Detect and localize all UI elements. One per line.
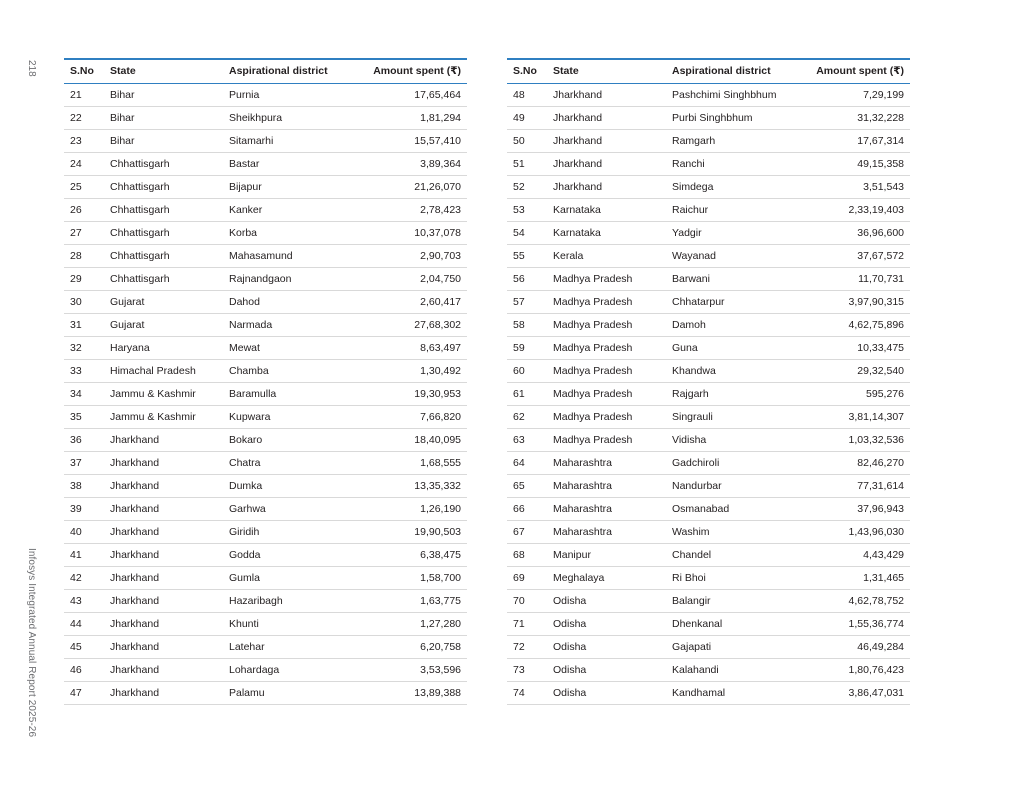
table-row — [507, 681, 910, 704]
cell-state: Madhya Pradesh — [547, 313, 666, 336]
district-table-left — [64, 58, 467, 705]
cell-district: Pashchimi Singhbhum — [666, 83, 790, 106]
table-row — [507, 474, 910, 497]
table-row — [507, 589, 910, 612]
cell-district: Kanker — [223, 198, 347, 221]
cell-state: Madhya Pradesh — [547, 267, 666, 290]
table-row — [64, 290, 467, 313]
cell-sno: 37 — [64, 451, 104, 474]
table-row — [64, 175, 467, 198]
cell-state: Jammu & Kashmir — [104, 405, 223, 428]
cell-district: Purnia — [223, 83, 347, 106]
table-row — [64, 543, 467, 566]
cell-amount: 21,26,070 — [347, 175, 467, 198]
cell-state: Madhya Pradesh — [547, 359, 666, 382]
cell-district: Baramulla — [223, 382, 347, 405]
table-row — [507, 336, 910, 359]
table-row — [507, 221, 910, 244]
cell-sno: 50 — [507, 129, 547, 152]
header-state: State — [110, 65, 136, 78]
cell-amount: 1,63,775 — [347, 589, 467, 612]
cell-state: Madhya Pradesh — [547, 336, 666, 359]
cell-amount: 13,35,332 — [347, 474, 467, 497]
cell-amount: 2,90,703 — [347, 244, 467, 267]
table-row — [507, 106, 910, 129]
cell-amount: 19,30,953 — [347, 382, 467, 405]
cell-state: Chhattisgarh — [104, 244, 223, 267]
cell-district: Godda — [223, 543, 347, 566]
cell-sno: 38 — [64, 474, 104, 497]
table-row — [64, 451, 467, 474]
cell-state: Jharkhand — [547, 152, 666, 175]
cell-state: Madhya Pradesh — [547, 382, 666, 405]
cell-sno: 45 — [64, 635, 104, 658]
cell-district: Bijapur — [223, 175, 347, 198]
cell-sno: 64 — [507, 451, 547, 474]
cell-state: Jharkhand — [104, 589, 223, 612]
cell-state: Manipur — [547, 543, 666, 566]
cell-sno: 36 — [64, 428, 104, 451]
cell-sno: 29 — [64, 267, 104, 290]
cell-sno: 54 — [507, 221, 547, 244]
header-district: Aspirational district — [672, 65, 771, 78]
cell-sno: 31 — [64, 313, 104, 336]
cell-sno: 52 — [507, 175, 547, 198]
cell-district: Ranchi — [666, 152, 790, 175]
table-row — [507, 566, 910, 589]
cell-sno: 59 — [507, 336, 547, 359]
table-row — [64, 382, 467, 405]
cell-amount: 2,33,19,403 — [790, 198, 910, 221]
cell-sno: 56 — [507, 267, 547, 290]
cell-district: Kalahandi — [666, 658, 790, 681]
cell-state: Odisha — [547, 681, 666, 704]
cell-amount: 1,43,96,030 — [790, 520, 910, 543]
table-row — [64, 474, 467, 497]
table-row — [507, 612, 910, 635]
cell-state: Jharkhand — [104, 566, 223, 589]
cell-district: Raichur — [666, 198, 790, 221]
cell-amount: 10,33,475 — [790, 336, 910, 359]
cell-district: Purbi Singhbhum — [666, 106, 790, 129]
header-sno: S.No — [513, 65, 537, 78]
cell-amount: 3,97,90,315 — [790, 290, 910, 313]
cell-state: Meghalaya — [547, 566, 666, 589]
cell-state: Karnataka — [547, 198, 666, 221]
cell-amount: 1,27,280 — [347, 612, 467, 635]
cell-sno: 27 — [64, 221, 104, 244]
cell-state: Odisha — [547, 635, 666, 658]
table-row — [507, 405, 910, 428]
cell-state: Chhattisgarh — [104, 198, 223, 221]
cell-sno: 69 — [507, 566, 547, 589]
cell-sno: 66 — [507, 497, 547, 520]
cell-amount: 4,43,429 — [790, 543, 910, 566]
cell-district: Mewat — [223, 336, 347, 359]
table-row — [507, 313, 910, 336]
cell-state: Chhattisgarh — [104, 152, 223, 175]
cell-state: Madhya Pradesh — [547, 428, 666, 451]
cell-sno: 53 — [507, 198, 547, 221]
cell-amount: 37,96,943 — [790, 497, 910, 520]
cell-sno: 61 — [507, 382, 547, 405]
cell-state: Jharkhand — [104, 681, 223, 704]
cell-amount: 82,46,270 — [790, 451, 910, 474]
cell-amount: 2,78,423 — [347, 198, 467, 221]
cell-sno: 67 — [507, 520, 547, 543]
cell-district: Barwani — [666, 267, 790, 290]
cell-state: Gujarat — [104, 313, 223, 336]
cell-amount: 17,65,464 — [347, 83, 467, 106]
cell-state: Jharkhand — [547, 175, 666, 198]
cell-sno: 43 — [64, 589, 104, 612]
cell-amount: 19,90,503 — [347, 520, 467, 543]
cell-district: Simdega — [666, 175, 790, 198]
cell-sno: 28 — [64, 244, 104, 267]
table-row — [64, 428, 467, 451]
table-row — [507, 497, 910, 520]
cell-state: Jharkhand — [104, 543, 223, 566]
header-state: State — [553, 65, 579, 78]
cell-sno: 23 — [64, 129, 104, 152]
cell-sno: 72 — [507, 635, 547, 658]
cell-sno: 55 — [507, 244, 547, 267]
cell-state: Maharashtra — [547, 520, 666, 543]
table-row — [64, 152, 467, 175]
table-row — [64, 267, 467, 290]
cell-amount: 11,70,731 — [790, 267, 910, 290]
cell-sno: 63 — [507, 428, 547, 451]
cell-district: Garhwa — [223, 497, 347, 520]
table-row — [507, 267, 910, 290]
table-header-row — [507, 59, 910, 83]
cell-district: Rajnandgaon — [223, 267, 347, 290]
table-row — [64, 681, 467, 704]
cell-district: Korba — [223, 221, 347, 244]
table-row — [64, 221, 467, 244]
cell-district: Dhenkanal — [666, 612, 790, 635]
table-row — [64, 635, 467, 658]
cell-state: Jharkhand — [104, 635, 223, 658]
table-row — [507, 520, 910, 543]
cell-amount: 1,03,32,536 — [790, 428, 910, 451]
table-row — [507, 382, 910, 405]
cell-district: Damoh — [666, 313, 790, 336]
cell-amount: 18,40,095 — [347, 428, 467, 451]
cell-sno: 62 — [507, 405, 547, 428]
cell-state: Karnataka — [547, 221, 666, 244]
cell-state: Himachal Pradesh — [104, 359, 223, 382]
cell-state: Jharkhand — [547, 83, 666, 106]
cell-sno: 24 — [64, 152, 104, 175]
cell-amount: 7,29,199 — [790, 83, 910, 106]
table-row — [64, 83, 467, 106]
table-body-right — [507, 83, 910, 704]
cell-district: Washim — [666, 520, 790, 543]
cell-district: Ramgarh — [666, 129, 790, 152]
cell-amount: 31,32,228 — [790, 106, 910, 129]
cell-sno: 58 — [507, 313, 547, 336]
table-row — [507, 290, 910, 313]
table-row — [507, 129, 910, 152]
header-sno: S.No — [70, 65, 94, 78]
table-row — [507, 428, 910, 451]
table-row — [64, 612, 467, 635]
cell-state: Jharkhand — [104, 474, 223, 497]
cell-state: Jharkhand — [104, 497, 223, 520]
cell-state: Bihar — [104, 129, 223, 152]
table-row — [507, 152, 910, 175]
cell-state: Chhattisgarh — [104, 267, 223, 290]
cell-amount: 1,68,555 — [347, 451, 467, 474]
report-title: Infosys Integrated Annual Report 2025-26 — [26, 548, 37, 738]
cell-sno: 71 — [507, 612, 547, 635]
cell-sno: 57 — [507, 290, 547, 313]
cell-district: Gadchiroli — [666, 451, 790, 474]
cell-amount: 1,55,36,774 — [790, 612, 910, 635]
cell-amount: 3,53,596 — [347, 658, 467, 681]
cell-district: Narmada — [223, 313, 347, 336]
table-row — [64, 106, 467, 129]
cell-district: Bokaro — [223, 428, 347, 451]
cell-district: Palamu — [223, 681, 347, 704]
cell-district: Vidisha — [666, 428, 790, 451]
cell-state: Jharkhand — [104, 658, 223, 681]
cell-state: Chhattisgarh — [104, 175, 223, 198]
cell-district: Gumla — [223, 566, 347, 589]
cell-sno: 34 — [64, 382, 104, 405]
cell-district: Dahod — [223, 290, 347, 313]
cell-amount: 2,60,417 — [347, 290, 467, 313]
cell-amount: 3,51,543 — [790, 175, 910, 198]
cell-district: Balangir — [666, 589, 790, 612]
cell-amount: 2,04,750 — [347, 267, 467, 290]
cell-amount: 6,20,758 — [347, 635, 467, 658]
cell-state: Jharkhand — [547, 129, 666, 152]
table-row — [507, 658, 910, 681]
table-row — [64, 589, 467, 612]
cell-sno: 26 — [64, 198, 104, 221]
cell-state: Maharashtra — [547, 474, 666, 497]
cell-amount: 4,62,78,752 — [790, 589, 910, 612]
cell-district: Sitamarhi — [223, 129, 347, 152]
table-row — [64, 198, 467, 221]
cell-district: Nandurbar — [666, 474, 790, 497]
cell-sno: 21 — [64, 83, 104, 106]
cell-district: Chamba — [223, 359, 347, 382]
cell-amount: 37,67,572 — [790, 244, 910, 267]
table-row — [507, 175, 910, 198]
table-row — [507, 244, 910, 267]
cell-sno: 33 — [64, 359, 104, 382]
cell-amount: 1,80,76,423 — [790, 658, 910, 681]
cell-state: Bihar — [104, 83, 223, 106]
cell-sno: 44 — [64, 612, 104, 635]
table-row — [507, 543, 910, 566]
cell-amount: 595,276 — [790, 382, 910, 405]
cell-state: Odisha — [547, 658, 666, 681]
district-table-right — [507, 58, 910, 705]
table-row — [507, 83, 910, 106]
table-body-left — [64, 83, 467, 704]
table-row — [64, 497, 467, 520]
table-row — [507, 451, 910, 474]
cell-amount: 3,86,47,031 — [790, 681, 910, 704]
table-header-row — [64, 59, 467, 83]
cell-sno: 41 — [64, 543, 104, 566]
cell-state: Maharashtra — [547, 497, 666, 520]
table-row — [507, 359, 910, 382]
cell-amount: 1,81,294 — [347, 106, 467, 129]
cell-district: Latehar — [223, 635, 347, 658]
cell-district: Khunti — [223, 612, 347, 635]
cell-sno: 73 — [507, 658, 547, 681]
cell-sno: 74 — [507, 681, 547, 704]
header-amount: Amount spent (₹) — [373, 65, 461, 78]
cell-state: Jharkhand — [104, 520, 223, 543]
cell-sno: 32 — [64, 336, 104, 359]
cell-amount: 1,31,465 — [790, 566, 910, 589]
cell-sno: 51 — [507, 152, 547, 175]
cell-state: Gujarat — [104, 290, 223, 313]
cell-amount: 3,89,364 — [347, 152, 467, 175]
cell-amount: 49,15,358 — [790, 152, 910, 175]
table-row — [64, 313, 467, 336]
cell-district: Singrauli — [666, 405, 790, 428]
cell-sno: 40 — [64, 520, 104, 543]
cell-district: Hazaribagh — [223, 589, 347, 612]
cell-state: Bihar — [104, 106, 223, 129]
cell-district: Wayanad — [666, 244, 790, 267]
cell-amount: 10,37,078 — [347, 221, 467, 244]
cell-amount: 7,66,820 — [347, 405, 467, 428]
cell-amount: 4,62,75,896 — [790, 313, 910, 336]
cell-sno: 25 — [64, 175, 104, 198]
cell-district: Chhatarpur — [666, 290, 790, 313]
table-row — [64, 405, 467, 428]
cell-state: Kerala — [547, 244, 666, 267]
cell-state: Odisha — [547, 589, 666, 612]
header-district: Aspirational district — [229, 65, 328, 78]
cell-sno: 65 — [507, 474, 547, 497]
cell-amount: 17,67,314 — [790, 129, 910, 152]
cell-district: Kandhamal — [666, 681, 790, 704]
cell-sno: 39 — [64, 497, 104, 520]
cell-amount: 27,68,302 — [347, 313, 467, 336]
cell-state: Haryana — [104, 336, 223, 359]
cell-amount: 29,32,540 — [790, 359, 910, 382]
cell-district: Sheikhpura — [223, 106, 347, 129]
table-row — [64, 520, 467, 543]
cell-amount: 36,96,600 — [790, 221, 910, 244]
table-row — [64, 658, 467, 681]
cell-district: Dumka — [223, 474, 347, 497]
cell-sno: 68 — [507, 543, 547, 566]
table-row — [64, 359, 467, 382]
cell-sno: 49 — [507, 106, 547, 129]
cell-district: Rajgarh — [666, 382, 790, 405]
cell-sno: 46 — [64, 658, 104, 681]
cell-state: Madhya Pradesh — [547, 290, 666, 313]
cell-state: Jharkhand — [104, 612, 223, 635]
cell-sno: 48 — [507, 83, 547, 106]
cell-district: Yadgir — [666, 221, 790, 244]
table-row — [507, 198, 910, 221]
cell-state: Jharkhand — [104, 451, 223, 474]
cell-state: Madhya Pradesh — [547, 405, 666, 428]
cell-state: Odisha — [547, 612, 666, 635]
cell-amount: 1,58,700 — [347, 566, 467, 589]
cell-sno: 60 — [507, 359, 547, 382]
cell-state: Maharashtra — [547, 451, 666, 474]
cell-state: Jharkhand — [547, 106, 666, 129]
table-row — [64, 336, 467, 359]
cell-district: Chatra — [223, 451, 347, 474]
cell-sno: 47 — [64, 681, 104, 704]
cell-amount: 15,57,410 — [347, 129, 467, 152]
cell-amount: 1,26,190 — [347, 497, 467, 520]
cell-state: Jammu & Kashmir — [104, 382, 223, 405]
table-row — [64, 129, 467, 152]
cell-sno: 22 — [64, 106, 104, 129]
cell-state: Jharkhand — [104, 428, 223, 451]
cell-amount: 46,49,284 — [790, 635, 910, 658]
cell-sno: 30 — [64, 290, 104, 313]
cell-state: Chhattisgarh — [104, 221, 223, 244]
table-row — [64, 244, 467, 267]
cell-amount: 6,38,475 — [347, 543, 467, 566]
cell-sno: 35 — [64, 405, 104, 428]
cell-district: Guna — [666, 336, 790, 359]
cell-district: Bastar — [223, 152, 347, 175]
table-row — [507, 635, 910, 658]
cell-sno: 42 — [64, 566, 104, 589]
cell-sno: 70 — [507, 589, 547, 612]
cell-district: Kupwara — [223, 405, 347, 428]
table-row — [64, 566, 467, 589]
cell-district: Osmanabad — [666, 497, 790, 520]
cell-district: Lohardaga — [223, 658, 347, 681]
cell-district: Ri Bhoi — [666, 566, 790, 589]
cell-amount: 13,89,388 — [347, 681, 467, 704]
cell-amount: 77,31,614 — [790, 474, 910, 497]
cell-amount: 8,63,497 — [347, 336, 467, 359]
cell-district: Giridih — [223, 520, 347, 543]
cell-district: Khandwa — [666, 359, 790, 382]
cell-district: Chandel — [666, 543, 790, 566]
cell-amount: 3,81,14,307 — [790, 405, 910, 428]
cell-district: Mahasamund — [223, 244, 347, 267]
page-number: 218 — [26, 60, 37, 77]
header-amount: Amount spent (₹) — [816, 65, 904, 78]
cell-district: Gajapati — [666, 635, 790, 658]
cell-amount: 1,30,492 — [347, 359, 467, 382]
